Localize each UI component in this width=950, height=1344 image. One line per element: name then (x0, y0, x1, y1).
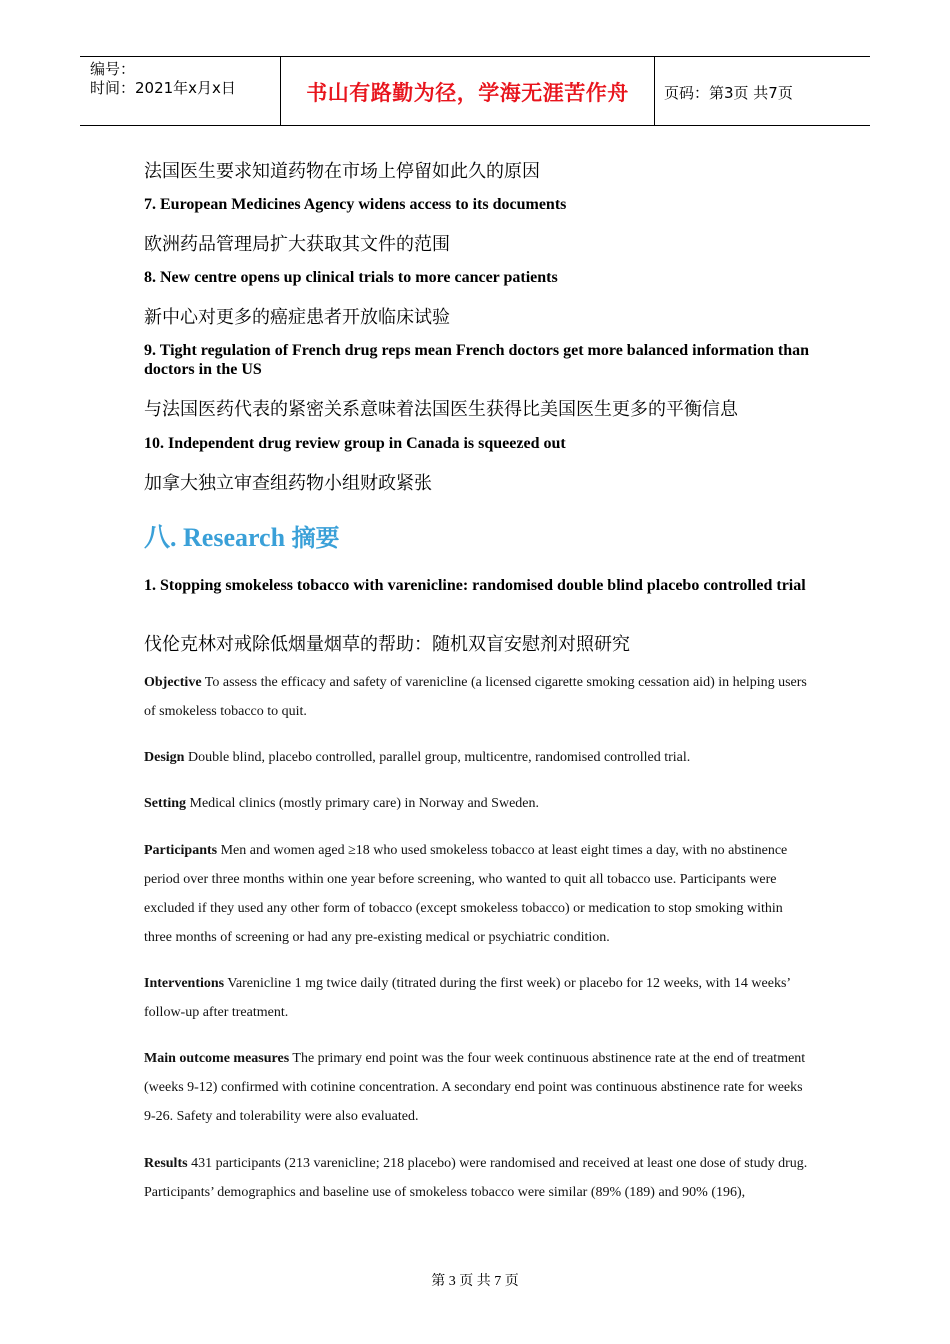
news-item-cn: 法国医生要求知道药物在市场上停留如此久的原因 (144, 161, 540, 182)
abstract-text: 431 participants (213 varenicline; 218 placebo) were randomised and received at least one dose of study drug. Participants’ demographics and baseline use of smokeless tobacco were similar (89% (189) and 90% (196), (144, 1156, 808, 1200)
news-item-title: 10. Independent drug review group in Canada is squeezed out (144, 435, 566, 452)
section-title-zh: 摘要 (291, 524, 340, 552)
abstract-label: Objective (144, 675, 202, 690)
abstract-results (144, 1149, 809, 1207)
abstract-design (144, 743, 809, 772)
abstract-label: Main outcome measures (144, 1051, 290, 1066)
research-title: 1. Stopping smokeless tobacco with varenicline: randomised double blind placebo controlled trial (144, 577, 806, 594)
abstract-outcomes (144, 1044, 809, 1131)
abstract-label: Interventions (144, 976, 225, 991)
abstract-text: Men and women aged ≥18 who used smokeless tobacco at least eight times a day, with no abstinence period over three months within one year before screening, who wanted to quit all tobacco use. Participants were excluded if they used any other form of tobacco (except smokeless tobacco) or medication to stop smoking within three months of screening or had any pre-existing medical or psychiatric condition. (144, 843, 788, 945)
abstract-label: Results (144, 1156, 188, 1171)
header-page-info: 页码：第3页 共7页 (664, 83, 793, 102)
page-header (80, 56, 870, 126)
news-item-title: 8. New centre opens up clinical trials to more cancer patients (144, 269, 558, 286)
section-heading (144, 517, 340, 554)
news-item-title: 9. Tight regulation of French drug reps mean French doctors get more balanced information than doctors in the US (144, 342, 810, 378)
abstract-label: Setting (144, 796, 186, 811)
abstract-text: The primary end point was the four week continuous abstinence rate at the end of treatment (weeks 9-12) confirmed with cotinine concentration. A secondary end point was continuous abstinence rate for weeks 9-26. Safety and tolerability were also evaluated. (144, 1051, 806, 1124)
abstract-text: Medical clinics (mostly primary care) in Norway and Sweden. (186, 796, 540, 811)
abstract-text: Double blind, placebo controlled, parallel group, multicentre, randomised controlled trial. (184, 750, 691, 765)
abstract-text: To assess the efficacy and safety of varenicline (a licensed cigarette smoking cessation aid) in helping users of smokeless tobacco to quit. (144, 675, 807, 719)
section-title-en: Research (183, 523, 286, 552)
page-footer: 第 3 页 共 7 页 (431, 1274, 519, 1289)
news-item-cn: 与法国医药代表的紧密关系意味着法国医生获得比美国医生更多的平衡信息 (144, 399, 738, 420)
abstract-text: Varenicline 1 mg twice daily (titrated during the first week) or placebo for 12 weeks, with 14 weeks’ follow-up after treatment. (144, 976, 791, 1020)
header-meta (80, 57, 281, 125)
document-time: 时间：2021年x月x日 (90, 79, 236, 97)
research-title-cn: 伐伦克林对戒除低烟量烟草的帮助：随机双盲安慰剂对照研究 (144, 634, 630, 655)
header-motto: 书山有路勤为径，学海无涯苦作舟 (281, 57, 655, 125)
news-item-title: 7. European Medicines Agency widens access to its documents (144, 196, 567, 213)
abstract-setting (144, 789, 809, 818)
section-number: 八. (144, 523, 177, 552)
document-number-label: 编号： (90, 60, 136, 78)
abstract-participants (144, 836, 809, 952)
abstract-objective (144, 668, 809, 726)
news-item-cn: 加拿大独立审查组药物小组财政紧张 (144, 473, 432, 494)
news-item-cn: 新中心对更多的癌症患者开放临床试验 (144, 307, 450, 328)
abstract-label: Participants (144, 843, 218, 858)
news-item-cn: 欧洲药品管理局扩大获取其文件的范围 (144, 234, 450, 255)
abstract-interventions (144, 969, 809, 1027)
abstract-label: Design (144, 750, 185, 765)
